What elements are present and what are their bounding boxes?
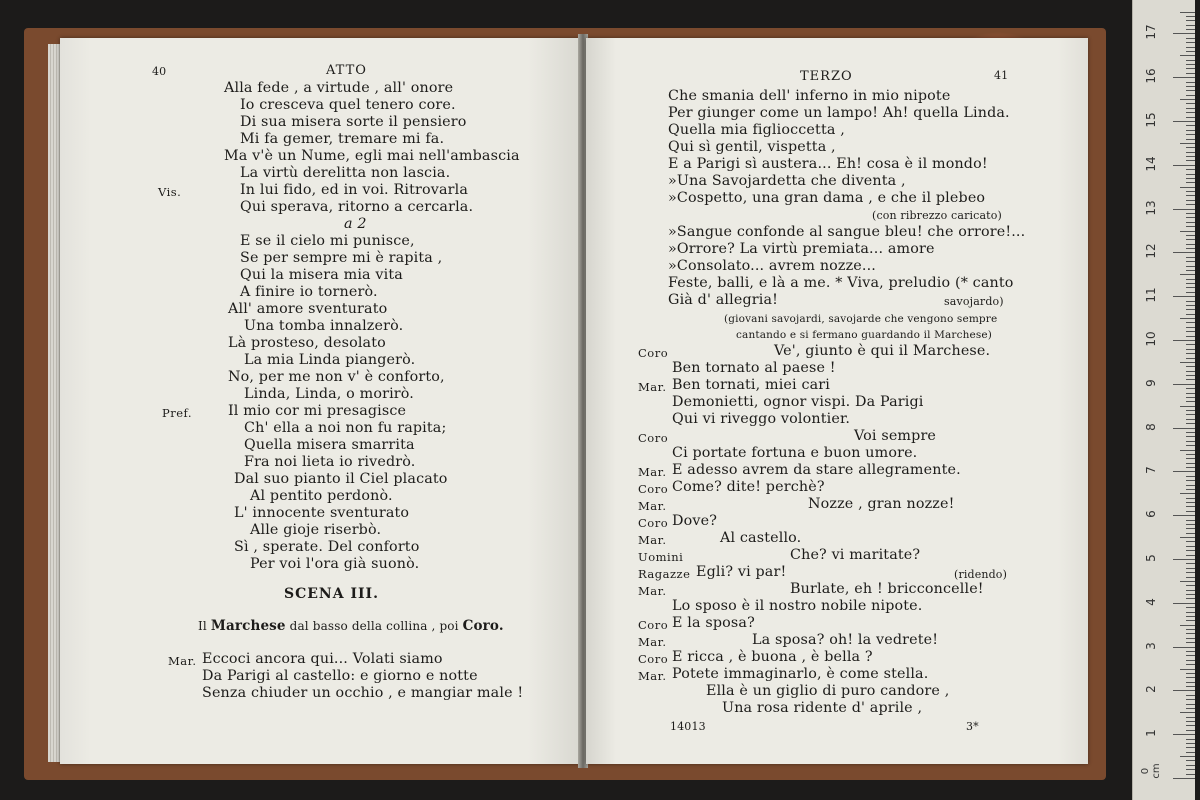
verse-line: Ch' ella a noi non fu rapita; xyxy=(244,420,447,436)
dialogue-line: Ella è un giglio di puro candore , xyxy=(706,683,950,699)
ruler-tick xyxy=(1186,353,1195,354)
verse-line: Feste, balli, e là a me. * Viva, preludio (* canto xyxy=(668,275,1014,291)
ruler-tick xyxy=(1186,563,1195,564)
ruler-tick xyxy=(1186,572,1195,573)
ruler-tick xyxy=(1186,16,1195,17)
verse-line: L' innocente sventurato xyxy=(234,505,410,521)
ruler-tick xyxy=(1186,467,1195,468)
ruler-tick xyxy=(1186,730,1195,731)
ruler-tick xyxy=(1173,165,1195,166)
speaker-label: Mar. xyxy=(638,669,667,683)
ruler-tick xyxy=(1186,616,1195,617)
ruler-tick xyxy=(1173,340,1195,341)
ruler-tick xyxy=(1186,213,1195,214)
ruler-number: 1 xyxy=(1144,729,1158,738)
ruler-tick xyxy=(1186,336,1195,337)
speaker-label: Mar. xyxy=(638,584,667,598)
verse-line: Qui sperava, ritorno a cercarla. xyxy=(240,199,474,215)
ruler-tick xyxy=(1173,471,1195,472)
dialogue-line: Demonietti, ognor vispi. Da Parigi xyxy=(672,394,924,410)
ruler-tick xyxy=(1186,397,1195,398)
printer-signature: 14013 xyxy=(670,720,706,733)
verse-line: No, per me non v' è conforto, xyxy=(228,369,445,385)
ruler-tick xyxy=(1186,725,1195,726)
dialogue-line: Egli? vi par! xyxy=(696,564,787,580)
ruler-tick xyxy=(1186,480,1195,481)
dialogue-line: Al castello. xyxy=(720,530,802,546)
verse-line: Da Parigi al castello: e giorno e notte xyxy=(202,668,478,684)
ruler-tick xyxy=(1173,603,1195,604)
verse-line: Ma v'è un Nume, egli mai nell'ambascia xyxy=(224,148,520,164)
verse-line: Alla fede , a virtude , all' onore xyxy=(224,80,454,96)
ruler-tick xyxy=(1173,428,1195,429)
verse-line: »Orrore? La virtù premiata... amore xyxy=(668,241,935,257)
speaker-label: Vis. xyxy=(158,185,182,199)
stage-direction: (giovani savojardi, savojarde che vengono sempre xyxy=(724,313,998,325)
ruler-tick xyxy=(1186,677,1195,678)
ruler-tick xyxy=(1180,493,1195,494)
ruler-tick xyxy=(1186,235,1195,236)
direction-character: Marchese xyxy=(210,618,286,634)
ruler-tick xyxy=(1186,108,1195,109)
ruler-tick xyxy=(1186,524,1195,525)
ruler-number: 17 xyxy=(1144,24,1158,41)
ruler-tick xyxy=(1180,231,1195,232)
dialogue-line: Ben tornato al paese ! xyxy=(672,360,836,376)
ruler-number: 9 xyxy=(1144,378,1158,387)
speaker-label: Mar. xyxy=(168,654,197,668)
ruler-tick xyxy=(1180,55,1195,56)
ruler-tick xyxy=(1186,222,1195,223)
ruler-tick xyxy=(1186,103,1195,104)
ruler-tick xyxy=(1186,458,1195,459)
ruler-tick xyxy=(1186,704,1195,705)
ruler-tick xyxy=(1186,747,1195,748)
ruler-tick xyxy=(1186,130,1195,131)
speaker-label: Pref. xyxy=(162,406,193,420)
speaker-label: Ragazze xyxy=(638,567,691,581)
ruler-tick xyxy=(1186,217,1195,218)
ruler-tick xyxy=(1186,204,1195,205)
stage-direction: a 2 xyxy=(344,216,367,232)
ruler-tick xyxy=(1186,375,1195,376)
direction-character: Coro. xyxy=(462,618,504,634)
ruler-tick xyxy=(1186,248,1195,249)
ruler-tick xyxy=(1173,647,1195,648)
verse-line: Io cresceva quel tenero core. xyxy=(240,97,456,113)
dialogue-line: Ve', giunto è qui il Marchese. xyxy=(774,343,991,359)
verse-line: Senza chiuder un occhio , e mangiar male ! xyxy=(202,685,524,701)
ruler-tick xyxy=(1186,257,1195,258)
direction-text: Il xyxy=(198,619,207,633)
page-number: 41 xyxy=(994,69,1009,82)
ruler-tick xyxy=(1186,686,1195,687)
page-number: 40 xyxy=(152,65,167,78)
ruler-tick xyxy=(1186,682,1195,683)
ruler-number: 11 xyxy=(1144,287,1158,303)
speaker-label: Mar. xyxy=(638,635,667,649)
ruler-tick xyxy=(1186,498,1195,499)
left-page xyxy=(60,38,580,764)
ruler-tick xyxy=(1186,476,1195,477)
speaker-label: Mar. xyxy=(638,465,667,479)
ruler-tick xyxy=(1186,607,1195,608)
ruler-tick xyxy=(1186,283,1195,284)
ruler-tick xyxy=(1186,511,1195,512)
ruler-tick xyxy=(1186,673,1195,674)
ruler-number: 12 xyxy=(1144,243,1158,260)
verse-line: »Consolato... avrem nozze... xyxy=(668,258,876,274)
ruler-tick xyxy=(1186,546,1195,547)
ruler-tick xyxy=(1186,612,1195,613)
ruler-tick xyxy=(1186,423,1195,424)
ruler-number: 16 xyxy=(1144,68,1158,84)
ruler-tick xyxy=(1186,152,1195,153)
ruler-tick xyxy=(1186,174,1195,175)
speaker-label: Coro xyxy=(638,482,669,496)
verse-line: E a Parigi sì austera... Eh! cosa è il mondo! xyxy=(668,156,988,172)
stage-direction: savojardo) xyxy=(944,295,1004,308)
ruler-tick xyxy=(1186,47,1195,48)
verse-line: La mia Linda piangerò. xyxy=(244,352,416,368)
ruler-tick xyxy=(1186,441,1195,442)
ruler-tick xyxy=(1186,708,1195,709)
verse-line: Qui sì gentil, vispetta , xyxy=(668,139,836,155)
ruler-tick xyxy=(1186,244,1195,245)
dialogue-line: Burlate, eh ! bricconcelle! xyxy=(790,581,984,597)
ruler-tick xyxy=(1186,68,1195,69)
ruler-tick xyxy=(1180,756,1195,757)
ruler-tick xyxy=(1186,419,1195,420)
running-head: ATTO xyxy=(326,63,367,78)
ruler-number: 8 xyxy=(1144,422,1158,431)
verse-line: Eccoci ancora qui... Volati siamo xyxy=(202,651,443,667)
ruler-tick xyxy=(1186,739,1195,740)
ruler-number: 13 xyxy=(1144,199,1158,216)
dialogue-line: E adesso avrem da stare allegramente. xyxy=(672,462,961,478)
direction-text: dal basso della collina , poi xyxy=(289,619,459,633)
verse-line: Dal suo pianto il Ciel placato xyxy=(234,471,448,487)
ruler-tick xyxy=(1186,73,1195,74)
ruler-tick xyxy=(1186,29,1195,30)
verse-line: Già d' allegria! xyxy=(668,292,779,308)
ruler-tick xyxy=(1186,555,1195,556)
ruler-tick xyxy=(1186,642,1195,643)
ruler-tick xyxy=(1186,699,1195,700)
ruler-number: 10 xyxy=(1144,331,1158,347)
ruler-tick xyxy=(1186,322,1195,323)
verse-line: La virtù derelitta non lascia. xyxy=(240,165,451,181)
ruler-tick xyxy=(1173,296,1195,297)
ruler-tick xyxy=(1186,410,1195,411)
stage-direction: (ridendo) xyxy=(954,568,1008,581)
ruler-tick xyxy=(1186,760,1195,761)
ruler-tick xyxy=(1186,169,1195,170)
ruler-tick xyxy=(1186,769,1195,770)
ruler-tick xyxy=(1186,301,1195,302)
ruler-tick xyxy=(1186,200,1195,201)
verse-line: Là prosteso, desolato xyxy=(228,335,386,351)
verse-line: Se per sempre mi è rapita , xyxy=(240,250,443,266)
ruler-tick xyxy=(1186,366,1195,367)
dialogue-line: Come? dite! perchè? xyxy=(672,479,825,495)
ruler-tick xyxy=(1186,305,1195,306)
ruler-tick xyxy=(1186,64,1195,65)
ruler-tick xyxy=(1186,633,1195,634)
ruler-tick xyxy=(1186,590,1195,591)
ruler-tick xyxy=(1186,401,1195,402)
ruler-tick xyxy=(1173,734,1195,735)
ruler-tick xyxy=(1186,568,1195,569)
ruler-tick xyxy=(1186,156,1195,157)
ruler-tick xyxy=(1186,774,1195,775)
verse-line: Fra noi lieta io rivedrò. xyxy=(244,454,416,470)
dialogue-line: Voi sempre xyxy=(854,428,937,444)
ruler-tick xyxy=(1186,90,1195,91)
ruler-tick xyxy=(1173,77,1195,78)
ruler-tick xyxy=(1180,274,1195,275)
verse-line: Di sua misera sorte il pensiero xyxy=(240,114,467,130)
ruler-tick xyxy=(1186,550,1195,551)
ruler-tick xyxy=(1186,270,1195,271)
speaker-label: Coro xyxy=(638,431,669,445)
ruler-tick xyxy=(1186,445,1195,446)
ruler-tick xyxy=(1186,178,1195,179)
verse-line: »Cospetto, una gran dama , e che il plebeo xyxy=(668,190,986,206)
ruler-tick xyxy=(1186,191,1195,192)
verse-line: Quella misera smarrita xyxy=(244,437,415,453)
gathering-mark: 3* xyxy=(966,720,979,733)
dialogue-line: La sposa? oh! la vedrete! xyxy=(752,632,939,648)
ruler-number: 2 xyxy=(1144,685,1158,694)
ruler-tick xyxy=(1173,252,1195,253)
ruler-tick xyxy=(1186,393,1195,394)
ruler-tick xyxy=(1186,117,1195,118)
ruler-tick xyxy=(1186,721,1195,722)
ruler-tick xyxy=(1186,331,1195,332)
ruler-tick xyxy=(1186,139,1195,140)
verse-line: A finire io tornerò. xyxy=(240,284,378,300)
ruler-tick xyxy=(1186,239,1195,240)
ruler-tick xyxy=(1186,20,1195,21)
ruler-tick xyxy=(1180,12,1195,13)
ruler-tick xyxy=(1186,432,1195,433)
ruler-tick xyxy=(1186,147,1195,148)
ruler-number: 6 xyxy=(1144,510,1158,519)
verse-line: Qui la misera mia vita xyxy=(240,267,403,283)
ruler-tick xyxy=(1180,362,1195,363)
ruler-tick xyxy=(1186,344,1195,345)
ruler-tick xyxy=(1186,160,1195,161)
ruler-tick xyxy=(1186,309,1195,310)
verse-line: Alle gioje riserbò. xyxy=(250,522,382,538)
ruler-tick xyxy=(1180,187,1195,188)
ruler-tick xyxy=(1173,690,1195,691)
stage-direction: (con ribrezzo caricato) xyxy=(872,209,1002,222)
ruler-tick xyxy=(1173,515,1195,516)
ruler-tick xyxy=(1186,182,1195,183)
ruler-tick xyxy=(1186,388,1195,389)
ruler-tick xyxy=(1186,86,1195,87)
verse-line: In lui fido, ed in voi. Ritrovarla xyxy=(240,182,468,198)
ruler-number: 3 xyxy=(1144,641,1158,650)
running-head: TERZO xyxy=(800,69,853,84)
verse-line: Per giunger come un lampo! Ah! quella Linda. xyxy=(668,105,1010,121)
ruler-tick xyxy=(1186,287,1195,288)
verse-line: Una tomba innalzerò. xyxy=(244,318,404,334)
ruler-tick xyxy=(1186,717,1195,718)
ruler-tick xyxy=(1173,121,1195,122)
verse-line: »Sangue confonde al sangue bleu! che orrore!... xyxy=(668,224,1026,240)
ruler-tick xyxy=(1186,414,1195,415)
ruler-tick xyxy=(1186,752,1195,753)
ruler-tick xyxy=(1180,450,1195,451)
ruler-tick xyxy=(1186,489,1195,490)
dialogue-line: Potete immaginarlo, è come stella. xyxy=(672,666,929,682)
ruler-tick xyxy=(1186,743,1195,744)
speaker-label: Coro xyxy=(638,516,669,530)
dialogue-line: E ricca , è buona , è bella ? xyxy=(672,649,873,665)
ruler-tick xyxy=(1186,655,1195,656)
ruler-tick xyxy=(1186,266,1195,267)
ruler-tick xyxy=(1186,60,1195,61)
ruler-tick xyxy=(1186,594,1195,595)
ruler-tick xyxy=(1186,112,1195,113)
ruler-tick xyxy=(1186,585,1195,586)
ruler-tick xyxy=(1186,134,1195,135)
ruler-tick xyxy=(1186,125,1195,126)
ruler-tick xyxy=(1173,559,1195,560)
ruler-number: 14 xyxy=(1144,156,1158,172)
dialogue-line: Lo sposo è il nostro nobile nipote. xyxy=(672,598,923,614)
dialogue-line: Nozze , gran nozze! xyxy=(808,496,955,512)
ruler-tick xyxy=(1173,384,1195,385)
speaker-label: Mar. xyxy=(638,380,667,394)
ruler-tick xyxy=(1186,695,1195,696)
ruler-tick xyxy=(1186,528,1195,529)
verse-line: Che smania dell' inferno in mio nipote xyxy=(668,88,951,104)
ruler-tick xyxy=(1186,485,1195,486)
ruler-tick xyxy=(1180,406,1195,407)
ruler-tick xyxy=(1186,358,1195,359)
ruler-tick xyxy=(1186,533,1195,534)
ruler-tick xyxy=(1186,651,1195,652)
ruler-tick xyxy=(1186,541,1195,542)
ruler-tick xyxy=(1186,195,1195,196)
scene-title: SCENA III. xyxy=(284,586,379,602)
verse-line: Mi fa gemer, tremare mi fa. xyxy=(240,131,445,147)
ruler-tick xyxy=(1173,209,1195,210)
speaker-label: Uomini xyxy=(638,550,684,564)
speaker-label: Coro xyxy=(638,618,669,632)
ruler-tick xyxy=(1186,436,1195,437)
verse-line: Il mio cor mi presagisce xyxy=(228,403,407,419)
ruler-tick xyxy=(1186,502,1195,503)
ruler-tick xyxy=(1180,581,1195,582)
ruler-tick xyxy=(1186,261,1195,262)
ruler-tick xyxy=(1180,625,1195,626)
ruler-tick xyxy=(1186,506,1195,507)
ruler-tick xyxy=(1186,638,1195,639)
ruler-tick xyxy=(1180,669,1195,670)
ruler-tick xyxy=(1186,82,1195,83)
verse-line: Linda, Linda, o morirò. xyxy=(244,386,414,402)
ruler-tick xyxy=(1186,454,1195,455)
verse-line: E se il cielo mi punisce, xyxy=(240,233,415,249)
ruler-tick xyxy=(1180,143,1195,144)
ruler-tick xyxy=(1180,537,1195,538)
verse-line: Sì , sperate. Del conforto xyxy=(234,539,420,555)
ruler-tick xyxy=(1186,95,1195,96)
dialogue-line: Ci portate fortuna e buon umore. xyxy=(672,445,918,461)
ruler-tick xyxy=(1186,620,1195,621)
verse-line: Per voi l'ora già suonò. xyxy=(250,556,420,572)
ruler-tick xyxy=(1186,349,1195,350)
verse-line: »Una Savojardetta che diventa , xyxy=(668,173,906,189)
stage-direction: cantando e si fermano guardando il Marchese) xyxy=(736,329,993,341)
right-page xyxy=(586,38,1088,764)
ruler-tick xyxy=(1180,99,1195,100)
ruler-number: 15 xyxy=(1144,112,1158,128)
ruler-tick xyxy=(1186,629,1195,630)
dialogue-line: Una rosa ridente d' aprile , xyxy=(722,700,923,716)
ruler-tick xyxy=(1186,463,1195,464)
ruler-tick xyxy=(1186,25,1195,26)
ruler-tick xyxy=(1186,664,1195,665)
ruler-tick xyxy=(1186,42,1195,43)
ruler-number: 7 xyxy=(1144,466,1158,475)
speaker-label: Coro xyxy=(638,652,669,666)
ruler-tick xyxy=(1186,577,1195,578)
speaker-label: Coro xyxy=(638,346,669,360)
ruler-tick xyxy=(1180,712,1195,713)
ruler-tick xyxy=(1186,598,1195,599)
dialogue-line: E la sposa? xyxy=(672,615,755,631)
dialogue-line: Che? vi maritate? xyxy=(790,547,921,563)
ruler-zero-label: 0 cm xyxy=(1140,763,1162,779)
ruler-number: 5 xyxy=(1144,554,1158,562)
dialogue-line: Ben tornati, miei cari xyxy=(672,377,830,393)
ruler-tick xyxy=(1186,379,1195,380)
ruler-tick xyxy=(1173,33,1195,34)
ruler-tick xyxy=(1186,292,1195,293)
ruler-tick xyxy=(1186,279,1195,280)
speaker-label: Mar. xyxy=(638,499,667,513)
ruler-number: 4 xyxy=(1144,597,1158,606)
ruler-tick xyxy=(1186,371,1195,372)
dialogue-line: Qui vi riveggo volontier. xyxy=(672,411,851,427)
verse-line: Quella mia figlioccetta , xyxy=(668,122,845,138)
measurement-ruler xyxy=(1132,0,1195,800)
ruler-tick xyxy=(1186,765,1195,766)
speaker-label: Mar. xyxy=(638,533,667,547)
ruler-tick xyxy=(1180,318,1195,319)
verse-line: Al pentito perdonò. xyxy=(250,488,393,504)
ruler-tick xyxy=(1186,520,1195,521)
ruler-tick xyxy=(1186,660,1195,661)
ruler-tick xyxy=(1186,226,1195,227)
ruler-tick xyxy=(1186,327,1195,328)
ruler-tick xyxy=(1186,38,1195,39)
dialogue-line: Dove? xyxy=(672,513,718,529)
ruler-tick xyxy=(1186,51,1195,52)
scene-direction xyxy=(198,618,504,635)
verse-line: All' amore sventurato xyxy=(228,301,388,317)
ruler-tick xyxy=(1186,314,1195,315)
ruler-tick xyxy=(1173,778,1195,779)
